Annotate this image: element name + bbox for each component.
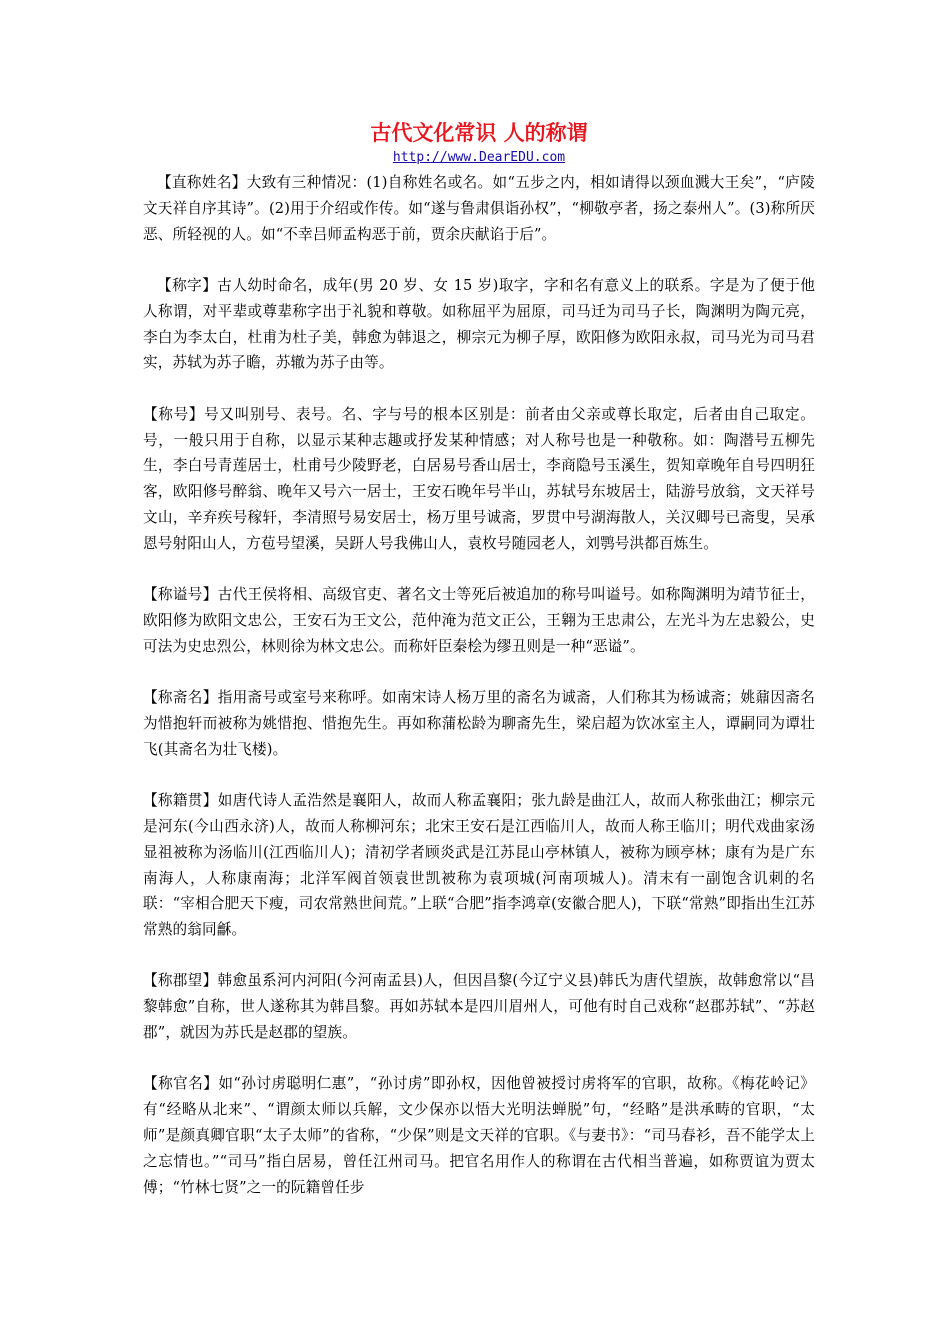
paragraph-text: 古人幼时命名，成年(男 20 岁、女 15 岁)取字，字和名有意义上的联系。字是为了便于他人称谓，对平辈或尊辈称字出于礼貌和尊敬。如称屈平为屈原，司马迁为司马子长，陶渊明为陶元亮，李白为李太白，杜甫为杜子美，韩愈为韩退之，柳宗元为柳子厚，欧阳修为欧阳永叔，司马光为司马君实，苏轼为苏子瞻，苏辙为苏子由等。 (143, 276, 815, 372)
paragraph-text: 古代王侯将相、高级官吏、著名文士等死后被追加的称号叫谥号。如称陶渊明为靖节征士，欧阳修为欧阳文忠公，王安石为王文公，范仲淹为范文正公，王翱为王忠肃公，左光斗为左忠毅公，史可法为史忠烈公，林则徐为林文忠公。而称奸臣秦桧为缪丑则是一种“恶谥”。 (143, 586, 815, 655)
paragraph-official-title (143, 1071, 815, 1200)
section-heading: 【称字】 (157, 276, 218, 294)
paragraph-text: 号又叫别号、表号。名、字与号的根本区别是：前者由父亲或尊长取定，后者由自己取定。号，一般只用于自称，以显示某种志趣或抒发某种情感；对人称号也是一种敬称。如：陶潜号五柳先生，李白号青莲居士，杜甫号少陵野老，白居易号香山居士，李商隐号玉溪生，贺知章晚年自号四明狂客，欧阳修号醉翁、晚年又号六一居士，王安石晚年号半山，苏轼号东坡居士，陆游号放翁，文天祥号文山，辛弃疾号稼轩，李清照号易安居士，杨万里号诚斋，罗贯中号湖海散人，关汉卿号已斋叟，吴承恩号射阳山人，方苞号望溪，吴趼人号我佛山人，袁枚号随园老人，刘鹗号洪都百炼生。 (143, 405, 815, 552)
paragraph-courtesy-name (143, 273, 815, 376)
section-heading: 【称郡望】 (143, 972, 218, 990)
paragraph-text: 韩愈虽系河内河阳(今河南孟县)人，但因昌黎(今辽宁义县)韩氏为唐代望族，故韩愈常以“昌黎韩愈”自称，世人遂称其为韩昌黎。再如苏轼本是四川眉州人，可他有时自己戏称“赵郡苏轼”、“苏赵郡”，就因为苏氏是赵郡的望族。 (143, 972, 815, 1042)
section-heading: 【直称姓名】 (157, 174, 247, 191)
paragraph-text: 指用斋号或室号来称呼。如南宋诗人杨万里的斋名为诚斋，人们称其为杨诚斋；姚鼐因斋名为惜抱轩而被称为姚惜抱、惜抱先生。再如称蒲松龄为聊斋先生，梁启超为饮冰室主人，谭嗣同为谭壮飞(其斋名为壮飞楼)。 (143, 689, 815, 758)
paragraph-art-name (143, 402, 815, 557)
section-heading: 【称号】 (143, 405, 205, 423)
page-title: 古代文化常识 人的称谓 (370, 120, 588, 145)
source-link[interactable]: http://www.DearEDU.com (392, 150, 566, 165)
paragraph-studio-name (143, 685, 815, 762)
section-heading: 【称谥号】 (143, 586, 218, 604)
paragraph-posthumous-name (143, 582, 815, 659)
section-heading: 【称斋名】 (143, 689, 218, 707)
paragraph-text: 大致有三种情况：(1)自称姓名或名。如“五步之内，相如请得以颈血溅大王矣”，“庐陵文天祥自序其诗”。(2)用于介绍或作传。如“遂与鲁肃俱诣孙权”，“柳敬亭者，扬之泰州人”。(3)称所厌恶、所轻视的人。如“不幸吕师孟构恶于前，贾余庆献谄于后”。 (143, 174, 815, 243)
section-heading: 【称籍贯】 (143, 792, 218, 810)
paragraph-text: 如唐代诗人孟浩然是襄阳人，故而人称孟襄阳；张九龄是曲江人，故而人称张曲江；柳宗元是河东(今山西永济)人，故而人称柳河东；北宋王安石是江西临川人，故而人称王临川；明代戏曲家汤显祖被称为汤临川(江西临川人)；清初学者顾炎武是江苏昆山亭林镇人，被称为顾亭林；康有为是广东南海人，人称康南海；北洋军阀首领袁世凯被称为袁项城(河南项城人)。清末有一副饱含讥刺的名联：“宰相合肥天下瘦，司农常熟世间荒。”上联“合肥”指李鸿章(安徽合肥人)，下联“常熟”即指出生江苏常熟的翁同龢。 (143, 792, 815, 939)
paragraph-text: 如“孙讨虏聪明仁惠”，“孙讨虏”即孙权，因他曾被授讨虏将军的官职，故称。《梅花岭记》有“经略从北来”、“谓颜太师以兵解，文少保亦以悟大光明法蝉脱”句，“经略”是洪承畴的官职，“太师”是颜真卿官职“太子太师”的省称，“少保”则是文天祥的官职。《与妻书》：“司马春衫，吾不能学太上之忘情也。”“司马”指白居易，曾任江州司马。把官名用作人的称谓在古代相当普遍，如称贾谊为贾太傅；“竹林七贤”之一的阮籍曾任步 (143, 1075, 815, 1196)
paragraph-direct-name (143, 170, 815, 247)
paragraph-native-place (143, 788, 815, 943)
section-heading: 【称官名】 (143, 1075, 219, 1093)
document-page (143, 118, 815, 1200)
paragraph-clan-origin (143, 968, 815, 1045)
